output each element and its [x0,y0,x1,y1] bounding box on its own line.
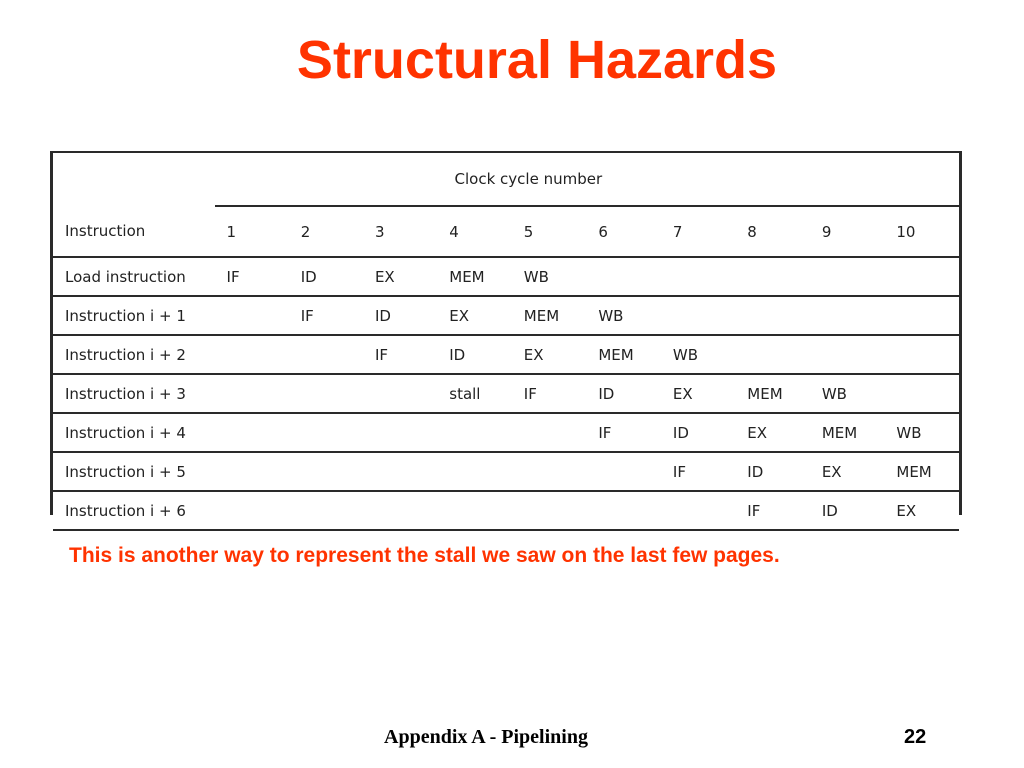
instruction-label: Instruction i + 6 [53,491,215,530]
slide-caption: This is another way to represent the stall we saw on the last few pages. [69,544,780,567]
stage-cell: IF [289,296,363,335]
stage-cell: MEM [884,452,959,491]
table-row [53,413,959,452]
stage-cell [363,491,437,530]
cycle-number: 8 [735,206,810,257]
instruction-label: Load instruction [53,257,215,296]
stage-cell [661,491,735,530]
stage-cell [363,374,437,413]
table-row [53,257,959,296]
stage-cell: ID [586,374,661,413]
stage-cell: IF [661,452,735,491]
stage-cell [215,491,289,530]
page-number: 22 [904,726,927,748]
stage-cell: MEM [586,335,661,374]
stage-cell [884,335,959,374]
stage-cell: IF [586,413,661,452]
footer-text: Appendix A - Pipelining [384,726,588,748]
stage-cell: WB [810,374,885,413]
stage-cell: ID [289,257,363,296]
stage-cell [735,257,810,296]
cycle-number: 5 [512,206,587,257]
slide-title: Structural Hazards [296,30,778,90]
stage-cell [289,413,363,452]
stage-cell [437,452,512,491]
stage-cell [661,257,735,296]
pipeline-table-frame [50,151,962,520]
stage-cell [289,374,363,413]
cycle-number: 6 [586,206,661,257]
stage-cell [884,257,959,296]
instruction-label: Instruction i + 2 [53,335,215,374]
stage-cell: ID [363,296,437,335]
stage-cell [289,491,363,530]
instruction-label: Instruction i + 3 [53,374,215,413]
table-row [53,374,959,413]
stage-cell: EX [437,296,512,335]
stage-cell [512,413,587,452]
stage-cell: EX [810,452,885,491]
stage-cell [215,296,289,335]
stage-cell: WB [884,413,959,452]
stage-cell [884,374,959,413]
stage-cell: MEM [512,296,587,335]
cycle-number: 1 [215,206,289,257]
stage-cell: stall [437,374,512,413]
stage-cell [810,257,885,296]
stage-cell: EX [512,335,587,374]
stage-cell [884,296,959,335]
cycle-number: 9 [810,206,885,257]
stage-cell [586,491,661,530]
instruction-label: Instruction i + 5 [53,452,215,491]
stage-cell: ID [661,413,735,452]
cycle-number: 2 [289,206,363,257]
stage-cell: IF [735,491,810,530]
instruction-label: Instruction i + 4 [53,413,215,452]
stage-cell [586,452,661,491]
table-row [53,296,959,335]
table-row [53,452,959,491]
pipeline-table [53,151,959,531]
stage-cell: MEM [735,374,810,413]
stage-cell [512,491,587,530]
stage-cell: IF [512,374,587,413]
cycle-number: 7 [661,206,735,257]
stage-cell [810,335,885,374]
stage-cell: ID [735,452,810,491]
cycle-number: 3 [363,206,437,257]
clock-header-row [53,152,959,206]
stage-cell [289,335,363,374]
cycle-number: 10 [884,206,959,257]
stage-cell: WB [586,296,661,335]
stage-cell [215,374,289,413]
stage-cell [586,257,661,296]
stage-cell [735,335,810,374]
table-row [53,335,959,374]
cycle-number: 4 [437,206,512,257]
stage-cell [735,296,810,335]
stage-cell [437,491,512,530]
stage-cell: IF [363,335,437,374]
stage-cell: MEM [810,413,885,452]
stage-cell: IF [215,257,289,296]
instruction-column-header: Instruction [53,206,215,257]
stage-cell [363,413,437,452]
stage-cell: WB [512,257,587,296]
stage-cell [512,452,587,491]
stage-cell [363,452,437,491]
stage-cell [215,335,289,374]
cycle-number-row [53,206,959,257]
stage-cell [661,296,735,335]
stage-cell: EX [661,374,735,413]
stage-cell [437,413,512,452]
instruction-label: Instruction i + 1 [53,296,215,335]
clock-cycle-header: Clock cycle number [215,152,959,206]
stage-cell: EX [363,257,437,296]
stage-cell: ID [810,491,885,530]
stage-cell [215,413,289,452]
table-row [53,491,959,530]
stage-cell [810,296,885,335]
stage-cell: EX [884,491,959,530]
stage-cell [289,452,363,491]
stage-cell: ID [437,335,512,374]
table-corner [53,152,215,206]
stage-cell [215,452,289,491]
stage-cell: EX [735,413,810,452]
stage-cell: WB [661,335,735,374]
stage-cell: MEM [437,257,512,296]
